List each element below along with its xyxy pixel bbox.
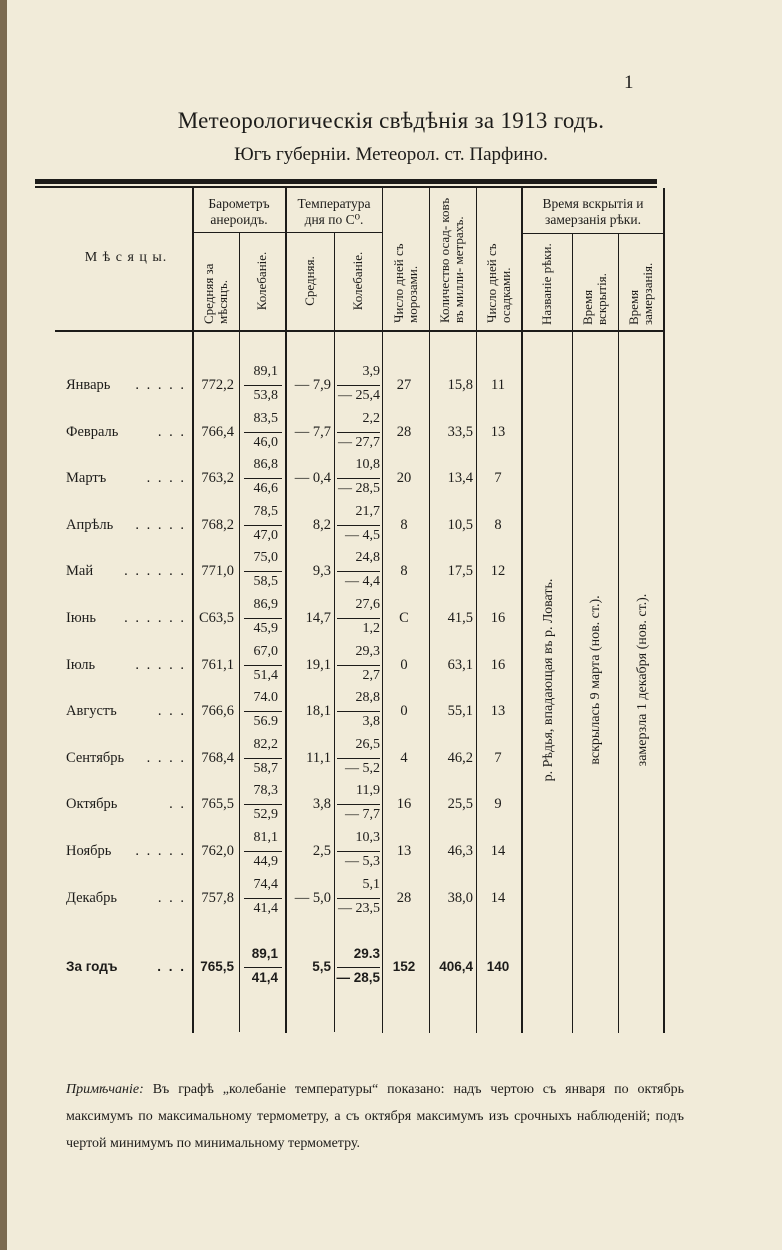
baro-min-cell: 44,9 xyxy=(253,854,278,869)
precip-days-cell: 13 xyxy=(490,703,506,719)
baro-fraction-line xyxy=(244,525,282,526)
header-baro-avg: Средняя за мѣсяцъ. xyxy=(201,263,230,324)
header-temp-avg: Средняя. xyxy=(302,256,317,306)
temp-avg-cell: 8,2 xyxy=(312,517,331,533)
baro-min-cell: 53,8 xyxy=(253,388,278,403)
temp-avg-cell: — 0,4 xyxy=(294,470,331,486)
baro-fraction-line xyxy=(244,478,282,479)
header-river-name: Названіе рѣки. xyxy=(539,243,554,325)
temp-fraction-line xyxy=(337,851,380,852)
temp-avg-cell: 14,7 xyxy=(305,610,331,626)
temp-max-cell: 24,8 xyxy=(355,550,380,565)
temp-max-cell: 29,3 xyxy=(355,644,380,659)
footnote xyxy=(66,1076,684,1157)
temp-avg-cell: 9,3 xyxy=(312,563,331,579)
month-cell xyxy=(66,890,186,907)
baro-max-cell: 81,1 xyxy=(253,830,278,845)
precip-days-cell: 7 xyxy=(494,750,502,766)
precip-amount-cell: 41,5 xyxy=(447,610,473,626)
precip-days-cell: 14 xyxy=(490,890,506,906)
temp-fraction-line xyxy=(337,618,380,619)
precip-days-cell: 11 xyxy=(491,377,505,393)
temp-min-cell: 2,7 xyxy=(362,668,380,683)
temp-avg-cell: 5,5 xyxy=(312,959,331,974)
month-cell xyxy=(66,703,186,720)
baro-fraction-line xyxy=(244,385,282,386)
baro-min-cell: 41,4 xyxy=(253,901,278,916)
baro-avg-cell: 765,5 xyxy=(201,796,234,812)
month-label: Ноябрь xyxy=(66,843,112,859)
temp-avg-cell: — 7,9 xyxy=(294,377,331,393)
frost-days-cell: 8 xyxy=(400,563,408,579)
baro-fraction-line xyxy=(244,851,282,852)
temp-min-cell: — 25,4 xyxy=(338,388,380,403)
header-bottom-rule xyxy=(55,330,665,332)
temp-max-cell: 28,8 xyxy=(355,690,380,705)
temp-min-cell: — 5,3 xyxy=(345,854,380,869)
temp-max-cell: 27,6 xyxy=(355,597,380,612)
baro-avg-cell: 772,2 xyxy=(201,377,234,393)
month-dots: . . . . . xyxy=(135,517,186,533)
baro-min-cell: 45,9 xyxy=(253,621,278,636)
month-label: За годъ xyxy=(66,959,118,974)
baro-fraction-line xyxy=(244,618,282,619)
footnote-text: Въ графѣ „колебаніе температуры“ показано: надъ чертою съ января по октябрь максимумъ по максимальному термометру, а съ октября максимумъ изъ срочныхъ наблюденій; подъ чертой минимумъ по минимальному термометру. xyxy=(66,1082,685,1151)
precip-amount-cell: 13,4 xyxy=(447,470,473,486)
temp-max-cell: 11,9 xyxy=(356,783,380,798)
baro-avg-cell: 771,0 xyxy=(201,563,234,579)
baro-min-cell: 51,4 xyxy=(253,668,278,683)
precip-amount-cell: 406,4 xyxy=(439,959,473,974)
temp-min-cell: — 5,2 xyxy=(345,761,380,776)
month-label: Мартъ xyxy=(66,470,107,486)
header-river-freeze: Время замерзанія. xyxy=(626,262,655,325)
temp-avg-cell: 19,1 xyxy=(305,657,331,673)
month-cell xyxy=(66,796,186,813)
baro-max-cell: 67,0 xyxy=(253,644,278,659)
baro-fraction-line xyxy=(244,711,282,712)
footnote-label: Примѣчаніе: xyxy=(66,1082,144,1097)
page-title: Метеорологическія свѣдѣнія за 1913 годъ. xyxy=(177,108,605,133)
temp-avg-cell: 3,8 xyxy=(312,796,331,812)
temp-min-cell: 1,2 xyxy=(362,621,380,636)
frost-days-cell: 8 xyxy=(400,517,408,533)
baro-max-cell: 74,4 xyxy=(253,877,278,892)
month-dots: . . . xyxy=(157,959,186,974)
col-divider xyxy=(429,188,430,1033)
precip-amount-cell: 15,8 xyxy=(447,377,473,393)
frost-days-cell: 27 xyxy=(396,377,412,393)
precip-days-cell: 7 xyxy=(494,470,502,486)
temp-fraction-line xyxy=(337,432,380,433)
baro-avg-cell: 757,8 xyxy=(201,890,234,906)
baro-max-cell: 83,5 xyxy=(253,411,278,426)
temp-avg-cell: 18,1 xyxy=(305,703,331,719)
temp-min-cell: 3,8 xyxy=(362,714,380,729)
temp-avg-cell: 2,5 xyxy=(312,843,331,859)
precip-amount-cell: 17,5 xyxy=(447,563,473,579)
river-opening: вскрылась 9 марта (нов. ст.). xyxy=(588,595,603,765)
header-frost-days: Число дней съ морозами. xyxy=(391,243,420,323)
baro-avg-cell: С63,5 xyxy=(198,610,234,626)
col-divider xyxy=(618,233,619,1033)
baro-avg-cell: 765,5 xyxy=(200,959,234,974)
month-label: Май xyxy=(66,563,94,579)
header-months: М ѣ с я ц ы. xyxy=(84,250,168,265)
month-dots: . . . . xyxy=(146,750,186,766)
baro-max-cell: 86,9 xyxy=(253,597,278,612)
temp-min-cell: — 23,5 xyxy=(338,901,380,916)
month-dots: . . . . . xyxy=(135,657,186,673)
temp-max-cell: 29.3 xyxy=(353,946,380,961)
col-divider xyxy=(334,232,335,1032)
precip-days-cell: 16 xyxy=(490,657,506,673)
page-spine xyxy=(0,0,7,1250)
temp-fraction-line xyxy=(337,758,380,759)
temp-min-cell: — 7,7 xyxy=(345,807,380,822)
baro-min-cell: 56.9 xyxy=(253,714,278,729)
baro-max-cell: 78,3 xyxy=(253,783,278,798)
temp-min-cell: — 4,4 xyxy=(345,574,380,589)
month-cell xyxy=(66,750,186,767)
precip-amount-cell: 25,5 xyxy=(447,796,473,812)
baro-avg-cell: 763,2 xyxy=(201,470,234,486)
baro-avg-cell: 761,1 xyxy=(201,657,234,673)
header-river-open: Время вскрытія. xyxy=(580,273,609,325)
header-precip-amount: Количество осад- ковъ въ милли- метрахъ. xyxy=(437,197,466,323)
month-label: Іюнь xyxy=(66,610,97,626)
baro-max-cell: 74.0 xyxy=(253,690,278,705)
col-divider xyxy=(521,188,523,1033)
month-label: Январь xyxy=(66,377,111,393)
col-divider xyxy=(382,188,383,1033)
precip-amount-cell: 38,0 xyxy=(447,890,473,906)
month-label: Декабрь xyxy=(66,890,118,906)
baro-min-cell: 46,0 xyxy=(253,435,278,450)
river-freezing: замерзла 1 декабря (нов. ст.). xyxy=(635,593,650,767)
month-dots: . . . xyxy=(157,890,186,906)
baro-avg-cell: 768,2 xyxy=(201,517,234,533)
month-cell xyxy=(66,424,186,441)
temp-min-cell: — 28,5 xyxy=(336,970,380,985)
baro-avg-cell: 766,4 xyxy=(201,424,234,440)
baro-max-cell: 86,8 xyxy=(253,457,278,472)
temp-max-cell: 10,3 xyxy=(355,830,380,845)
frost-days-cell: 20 xyxy=(396,470,412,486)
baro-min-cell: 58,7 xyxy=(253,761,278,776)
baro-max-cell: 89,1 xyxy=(253,364,278,379)
precip-days-cell: 8 xyxy=(494,517,502,533)
temp-fraction-line xyxy=(337,571,380,572)
precip-days-cell: 13 xyxy=(490,424,506,440)
temp-fraction-line xyxy=(337,967,380,968)
month-label: Августъ xyxy=(66,703,117,719)
col-divider xyxy=(572,233,573,1033)
baro-min-cell: 41,4 xyxy=(251,970,278,985)
month-dots: . . xyxy=(169,796,186,812)
col-divider xyxy=(476,188,477,1033)
temp-max-cell: 21,7 xyxy=(355,504,380,519)
month-cell xyxy=(66,610,186,627)
temp-max-cell: 2,2 xyxy=(362,411,380,426)
month-dots: . . . . . . xyxy=(124,610,186,626)
baro-avg-cell: 768,4 xyxy=(201,750,234,766)
precip-days-cell: 16 xyxy=(490,610,506,626)
precip-amount-cell: 10,5 xyxy=(447,517,473,533)
baro-fraction-line xyxy=(244,804,282,805)
temp-min-cell: — 4,5 xyxy=(345,528,380,543)
baro-fraction-line xyxy=(244,571,282,572)
baro-fraction-line xyxy=(244,967,282,968)
baro-fraction-line xyxy=(244,665,282,666)
month-dots: . . . xyxy=(157,424,186,440)
baro-avg-cell: 762,0 xyxy=(201,843,234,859)
baro-fraction-line xyxy=(244,432,282,433)
frost-days-cell: 13 xyxy=(396,843,412,859)
temp-fraction-line xyxy=(337,711,380,712)
frost-days-cell: 4 xyxy=(400,750,408,766)
table-top-rule-thin xyxy=(35,186,657,188)
precip-days-cell: 14 xyxy=(490,843,506,859)
temp-fraction-line xyxy=(337,525,380,526)
baro-min-cell: 58,5 xyxy=(253,574,278,589)
baro-max-cell: 82,2 xyxy=(253,737,278,752)
month-label: Іюль xyxy=(66,657,96,673)
temp-fraction-line xyxy=(337,385,380,386)
header-baro-range: Колебаніе. xyxy=(254,251,269,311)
table-top-rule xyxy=(35,179,657,184)
river-name: р. Рѣдья, впадающая въ р. Ловать. xyxy=(541,578,556,782)
baro-min-cell: 46,6 xyxy=(253,481,278,496)
col-divider xyxy=(239,232,240,1032)
temp-max-cell: 3,9 xyxy=(362,364,380,379)
precip-amount-cell: 46,3 xyxy=(447,843,473,859)
month-cell xyxy=(66,843,186,860)
frost-days-cell: 0 xyxy=(400,703,408,719)
header-river: Время вскрытія и замерзанія рѣки. xyxy=(542,196,644,227)
temp-fraction-line xyxy=(337,665,380,666)
temp-fraction-line xyxy=(337,478,380,479)
month-label: Февраль xyxy=(66,424,119,440)
temp-max-cell: 5,1 xyxy=(362,877,380,892)
precip-amount-cell: 33,5 xyxy=(447,424,473,440)
precip-amount-cell: 63,1 xyxy=(447,657,473,673)
frost-days-cell: 16 xyxy=(396,796,412,812)
month-cell xyxy=(66,657,186,674)
temp-avg-cell: — 7,7 xyxy=(294,424,331,440)
frost-days-cell: 152 xyxy=(392,959,416,974)
baro-max-cell: 75,0 xyxy=(253,550,278,565)
frost-days-cell: 28 xyxy=(396,890,412,906)
month-label: Октябрь xyxy=(66,796,118,812)
month-label: Сентябрь xyxy=(66,750,125,766)
month-dots: . . . xyxy=(157,703,186,719)
month-dots: . . . . . . xyxy=(124,563,186,579)
precip-days-cell: 140 xyxy=(486,959,510,974)
header-temperature: Температура дня по С⁰. xyxy=(297,196,371,227)
baro-max-cell: 78,5 xyxy=(253,504,278,519)
precip-days-cell: 9 xyxy=(494,796,502,812)
temp-fraction-line xyxy=(337,804,380,805)
page-subtitle: Югъ губерніи. Метеорол. ст. Парфино. xyxy=(234,144,548,165)
temp-avg-cell: — 5,0 xyxy=(294,890,331,906)
temp-max-cell: 26,5 xyxy=(355,737,380,752)
precip-amount-cell: 55,1 xyxy=(447,703,473,719)
baro-min-cell: 52,9 xyxy=(253,807,278,822)
header-barometer: Барометръ анероидъ. xyxy=(208,196,270,227)
temp-min-cell: — 28,5 xyxy=(338,481,380,496)
frost-days-cell: 0 xyxy=(400,657,408,673)
temp-fraction-line xyxy=(337,898,380,899)
baro-min-cell: 47,0 xyxy=(253,528,278,543)
month-cell xyxy=(66,377,186,394)
month-cell xyxy=(66,517,186,534)
precip-days-cell: 12 xyxy=(490,563,506,579)
baro-max-cell: 89,1 xyxy=(251,946,278,961)
baro-avg-cell: 766,6 xyxy=(201,703,234,719)
temp-min-cell: — 27,7 xyxy=(338,435,380,450)
frost-days-cell: 28 xyxy=(396,424,412,440)
month-cell xyxy=(66,470,186,487)
frost-days-cell: С xyxy=(399,610,409,626)
page-number: 1 xyxy=(624,72,634,93)
header-temp-range: Колебаніе. xyxy=(350,251,365,311)
temp-max-cell: 10,8 xyxy=(355,457,380,472)
month-dots: . . . . . xyxy=(135,843,186,859)
river-subheader-rule xyxy=(521,233,663,234)
month-dots: . . . . xyxy=(146,470,186,486)
col-divider xyxy=(663,188,665,1033)
temp-avg-cell: 11,1 xyxy=(306,750,331,766)
precip-amount-cell: 46,2 xyxy=(447,750,473,766)
baro-fraction-line xyxy=(244,758,282,759)
baro-fraction-line xyxy=(244,898,282,899)
month-label: Апрѣль xyxy=(66,517,114,533)
month-cell xyxy=(66,959,186,974)
header-precip-days: Число дней съ осадками. xyxy=(484,243,513,323)
month-cell xyxy=(66,563,186,580)
month-dots: . . . . . xyxy=(135,377,186,393)
